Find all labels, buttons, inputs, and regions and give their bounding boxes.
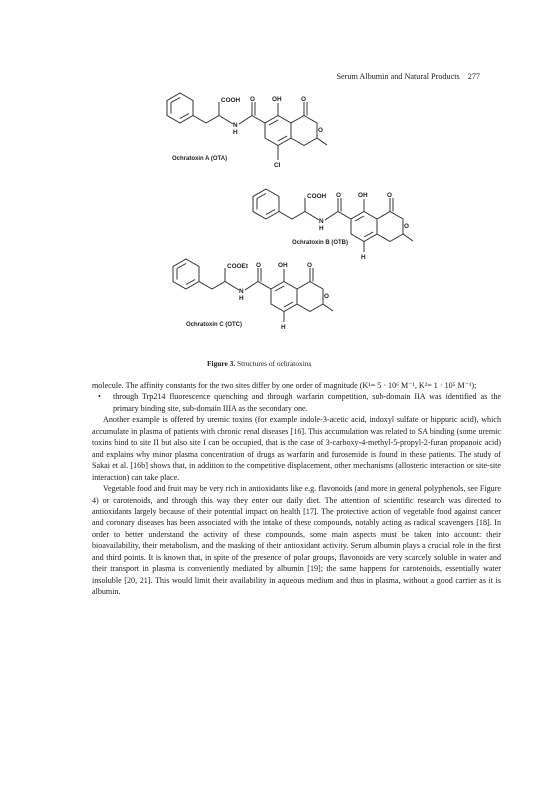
ota-cl: Cl — [274, 162, 281, 169]
ochratoxin-a-structure — [167, 93, 327, 169]
otb-cooh: COOH — [307, 193, 327, 200]
bullet-symbol: • — [98, 392, 101, 402]
running-title: Serum Albumin and Natural Products — [336, 72, 460, 81]
ota-label: Ochratoxin A (OTA) — [172, 156, 228, 162]
otc-lactone-o: O — [307, 262, 312, 269]
otb-h: H — [319, 225, 324, 232]
figure-caption — [207, 359, 311, 368]
otb-ring-o: O — [404, 223, 409, 230]
ota-lactone-o: O — [301, 96, 306, 103]
otc-carbonyl-o: O — [256, 262, 261, 269]
ochratoxin-b-structure — [253, 189, 413, 261]
otb-label: Ochratoxin B (OTB) — [292, 240, 349, 246]
otc-h-sub: H — [281, 324, 286, 331]
ota-n: N — [233, 122, 238, 129]
ota-cooh: COOH — [221, 97, 241, 104]
ota-h: H — [233, 129, 238, 136]
body-text — [92, 380, 501, 598]
ota-ring-o: O — [318, 127, 323, 134]
otb-oh: OH — [358, 192, 368, 199]
ochratoxin-structures-figure — [0, 0, 546, 360]
otc-ring-o: O — [324, 293, 329, 300]
otb-lactone-o: O — [387, 192, 392, 199]
otb-carbonyl-o: O — [336, 192, 341, 199]
paragraph-uremic-toxins: Another example is offered by uremic toxins (for example indole-3-acetic acid, indoxyl sulfate or hippuric acid), which accumulate in plasma of patients with chronic renal diseases [16]. This accumulation was related to SA binding (some uremic toxins bind to site II but also site I can be occupied, that is the case of 3-carboxy-4-methyl-5-propyl-2-furan propanoic acid) and explains why minor plasma concentration of drugs as warfarin and furosemide is found in these patients. The study of Sakai et al. [16b] shows that, in addition to the competitive displacement, other mechanisms (allosteric interaction or site-site interaction) can take place. — [92, 415, 501, 482]
bullet-item — [92, 391, 501, 414]
ota-carbonyl-o: O — [250, 96, 255, 103]
otb-n: N — [319, 218, 324, 225]
page-number: 277 — [467, 72, 480, 81]
figure-caption-label: Figure 3. — [207, 359, 236, 368]
otb-h-sub: H — [361, 254, 366, 261]
otc-cooet: COOEt — [227, 263, 248, 270]
otc-n: N — [239, 288, 244, 295]
otc-oh: OH — [278, 262, 288, 269]
bullet-text: through Trp214 fluorescence quenching and through warfarin competition, sub-domain IIA was identified as the primary binding site, sub-domain IIIA as the secondary one. — [113, 392, 501, 413]
paragraph-continuation: molecule. The affinity constants for the two sites differ by one order of magnitude (K¹= 5 · 10⁶ M⁻¹, K²= 1 · 10⁵ M⁻¹); — [92, 381, 477, 390]
figure-caption-text: Structures of ochratoxins — [235, 359, 312, 368]
otc-label: Ochratoxin C (OTC) — [186, 322, 243, 328]
paragraph-antioxidants: Vegetable food and fruit may be very rich in antioxidants like e.g. flavonoids (and more in general polyphenols, see Figure 4) or carotenoids, and through this way they enter our daily diet. The attention of scientific research was directed to antioxidants largely because of their potential impact on health [17]. The protective action of vegetable food against cancer and coronary diseases has been associated with the intake of these compounds, notably acting as radical scavengers [18]. In order to better understand the activity of these compounds, some main aspects must be taken into account: their bioavailability, their metabolism, and the masking of their antioxidant activity. Serum albumin plays a crucial role in the first and third points. It is known that, in spite of the presence of polar groups, flavonoids are very scarcely soluble in water and their transport in plasma is conveniently mediated by albumin [19]; the same happens for carotenoids, essentially water insoluble [20, 21]. This would limit their availability in aqueous medium and thus in plasma, without a good carrier as it is albumin. — [92, 484, 501, 597]
otc-h: H — [239, 295, 244, 302]
ochratoxin-c-structure — [173, 259, 333, 331]
ota-oh: OH — [272, 96, 282, 103]
